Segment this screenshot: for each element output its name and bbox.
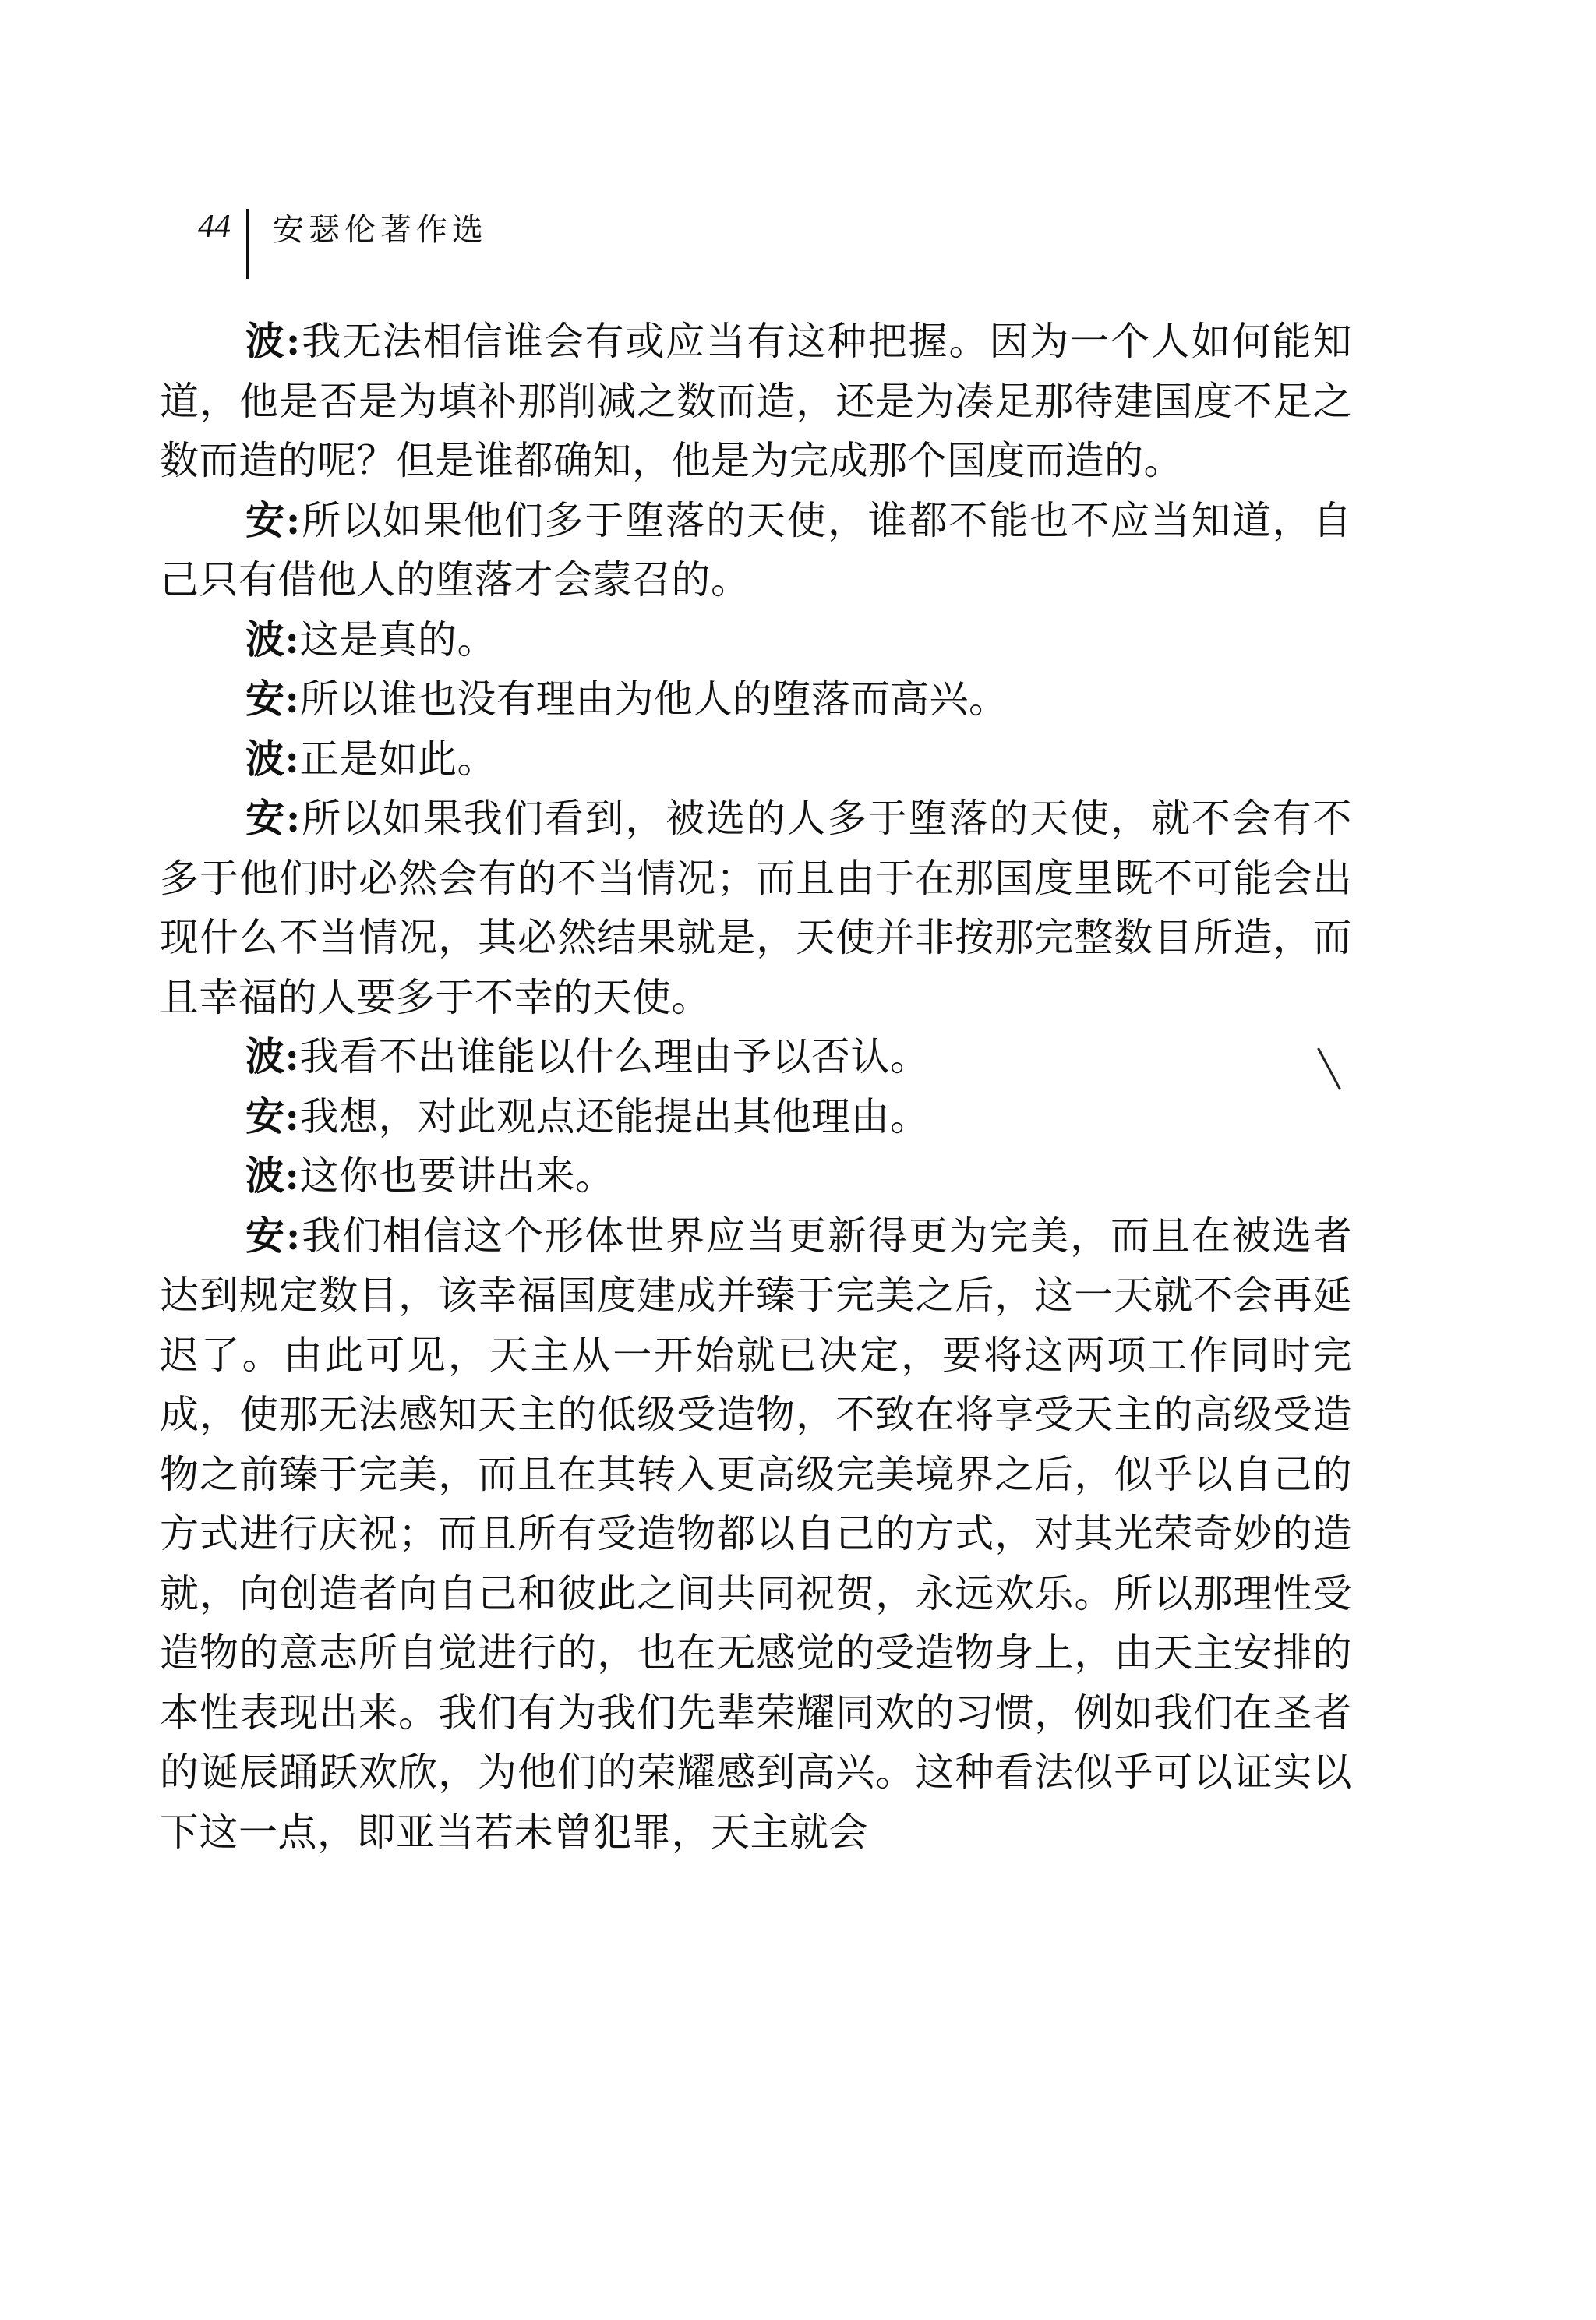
dialogue-paragraph: 安:所以如果他们多于堕落的天使，谁都不能也不应当知道，自己只有借他人的堕落才会蒙召的。	[160, 496, 1352, 602]
dialogue-text: 所以如果我们看到，被选的人多于堕落的天使，就不会有不多于他们时必然会有的不当情况；而且由于在那国度里既不可能会出现什么不当情况，其必然结果就是，天使并非按那完整数目所造，而且幸福的人要多于不幸的天使。	[160, 796, 1352, 1020]
dialogue-text: 这是真的。	[299, 616, 496, 662]
dialogue-text: 正是如此。	[299, 736, 496, 782]
dialogue-paragraph: 波:正是如此。	[245, 735, 496, 782]
page-header	[176, 192, 488, 262]
speaker-label: 波	[245, 735, 285, 782]
speaker-label: 波	[245, 1153, 285, 1199]
speaker-label: 波	[245, 1033, 285, 1079]
dialogue-text: 我们相信这个形体世界应当更新得更为完美，而且在被选者达到规定数目，该幸福国度建成并臻于完美之后，这一天就不会再延迟了。由此可见，天主从一开始就已决定，要将这两项工作同时完成，使那无法感知天主的低级受造物，不致在将享受天主的高级受造物之前臻于完美，而且在其转入更高级完美境界之后，似乎以自己的方式进行庆祝；而且所有受造物都以自己的方式，对其光荣奇妙的造就，向创造者向自己和彼此之间共同祝贺，永远欢乐。所以那理性受造物的意志所自觉进行的，也在无感觉的受造物身上，由天主安排的本性表现出来。我们有为我们先辈荣耀同欢的习惯，例如我们在圣者的诞辰踊跃欢欣，为他们的荣耀感到高兴。这种看法似乎可以证实以下这一点，即亚当若未曾犯罪，天主就会	[160, 1213, 1352, 1855]
speaker-label: 安	[245, 676, 285, 722]
speaker-label: 安	[245, 1093, 285, 1139]
speaker-label: 安	[245, 1212, 286, 1259]
dialogue-text: 我无法相信谁会有或应当有这种把握。因为一个人如何能知道，他是否是为填补那削减之数而造，还是为凑足那待建国度不足之数而造的呢？但是谁都确知，他是为完成那个国度而造的。	[160, 319, 1352, 483]
dialogue-paragraph: 波:这是真的。	[245, 616, 496, 662]
dialogue-paragraph: 波:这你也要讲出来。	[245, 1153, 615, 1199]
dialogue-paragraph: 波:我无法相信谁会有或应当有这种把握。因为一个人如何能知道，他是否是为填补那削减之数而造，还是为凑足那待建国度不足之数而造的呢？但是谁都确知，他是为完成那个国度而造的。	[160, 318, 1352, 483]
dialogue-text: 所以谁也没有理由为他人的堕落而高兴。	[299, 676, 1008, 722]
dialogue-paragraph: 波:我看不出谁能以什么理由予以否认。	[245, 1033, 930, 1079]
running-title: 安瑟伦著作选	[273, 211, 488, 248]
dialogue-text: 这你也要讲出来。	[299, 1153, 615, 1199]
dialogue-text: 我想，对此观点还能提出其他理由。	[299, 1093, 930, 1139]
dialogue-text: 我看不出谁能以什么理由予以否认。	[299, 1034, 930, 1079]
dialogue-text: 所以如果他们多于堕落的天使，谁都不能也不应当知道，自己只有借他人的堕落才会蒙召的。	[160, 497, 1352, 602]
speaker-label: 安	[245, 795, 286, 841]
page-number: 44	[198, 209, 231, 245]
page-body	[160, 312, 1352, 1862]
speaker-label: 波	[245, 318, 286, 364]
dialogue-paragraph: 安:所以谁也没有理由为他人的堕落而高兴。	[245, 676, 1008, 722]
dialogue-paragraph: 安:所以如果我们看到，被选的人多于堕落的天使，就不会有不多于他们时必然会有的不当情况；而且由于在那国度里既不可能会出现什么不当情况，其必然结果就是，天使并非按那完整数目所造，而且幸福的人要多于不幸的天使。	[160, 795, 1352, 1020]
dialogue-paragraph: 安:我们相信这个形体世界应当更新得更为完美，而且在被选者达到规定数目，该幸福国度建成并臻于完美之后，这一天就不会再延迟了。由此可见，天主从一开始就已决定，要将这两项工作同时完成，使那无法感知天主的低级受造物，不致在将享受天主的高级受造物之前臻于完美，而且在其转入更高级完美境界之后，似乎以自己的方式进行庆祝；而且所有受造物都以自己的方式，对其光荣奇妙的造就，向创造者向自己和彼此之间共同祝贺，永远欢乐。所以那理性受造物的意志所自觉进行的，也在无感觉的受造物身上，由天主安排的本性表现出来。我们有为我们先辈荣耀同欢的习惯，例如我们在圣者的诞辰踊跃欢欣，为他们的荣耀感到高兴。这种看法似乎可以证实以下这一点，即亚当若未曾犯罪，天主就会	[160, 1212, 1352, 1855]
speaker-label: 安	[245, 496, 286, 543]
speaker-label: 波	[245, 616, 285, 662]
header-divider	[246, 209, 249, 279]
dialogue-paragraph: 安:我想，对此观点还能提出其他理由。	[245, 1093, 930, 1139]
